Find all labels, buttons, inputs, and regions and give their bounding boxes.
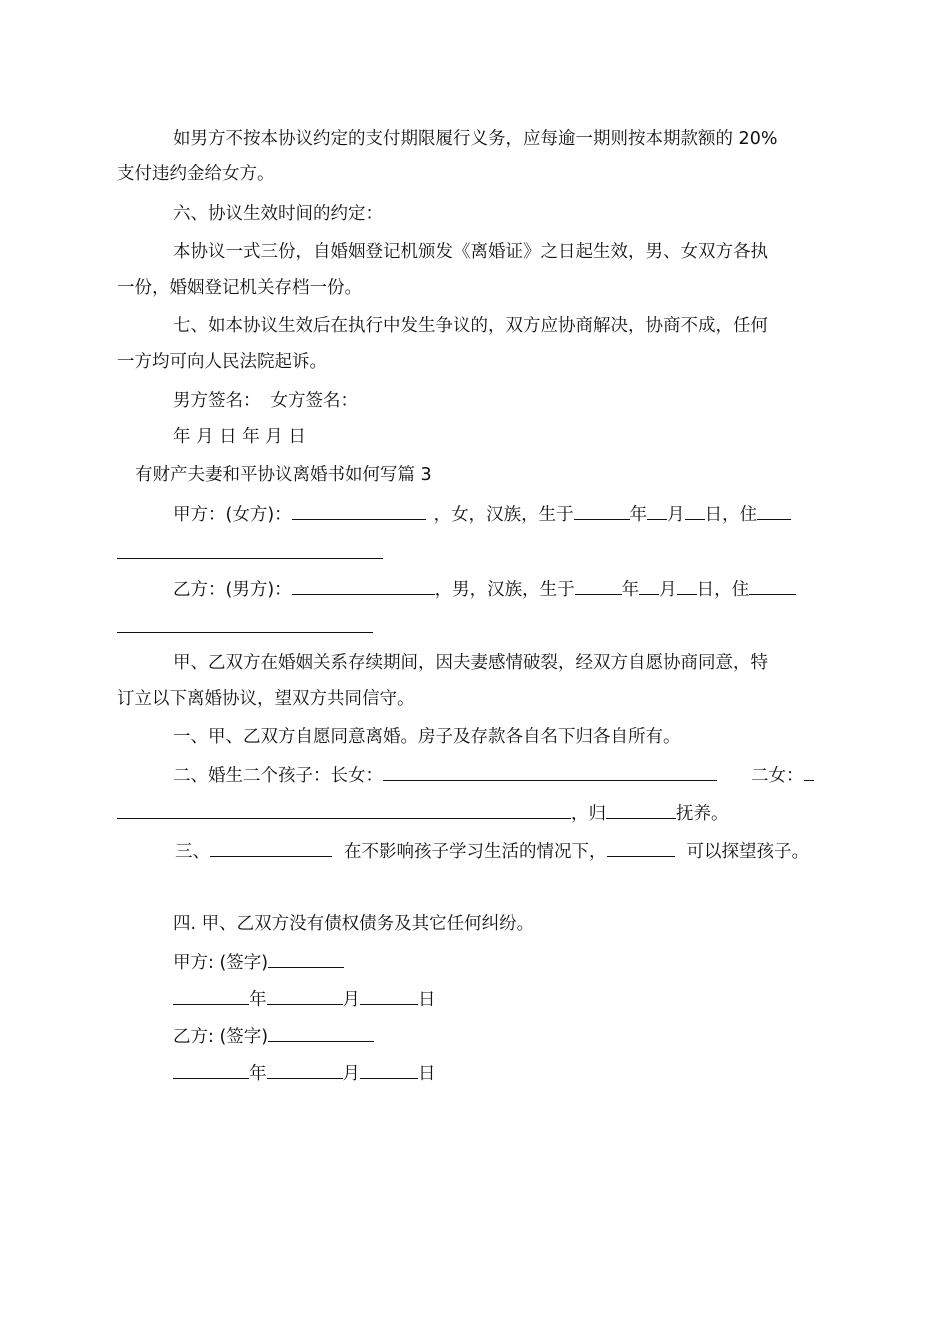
party-b-signature-line (173, 1023, 374, 1049)
party-a-day-live-label: 日，住 (704, 505, 758, 525)
party-b-address-blank[interactable] (749, 576, 796, 595)
party-a-address-blank-2[interactable] (117, 540, 383, 559)
party-b-sign-month-blank[interactable] (267, 1060, 343, 1079)
party-a-sign-month-blank[interactable] (267, 986, 343, 1005)
party-a-sign-day-blank[interactable] (360, 986, 418, 1005)
intro-line-2: 订立以下离婚协议，望双方共同信守。 (117, 689, 415, 709)
item-3-visit: 可以探望孩子。 (686, 842, 809, 862)
article-title: 有财产夫妻和平协议离婚书如何写篇 3 (135, 465, 432, 485)
party-b-sign-month: 月 (342, 1064, 360, 1084)
party-a-name-blank[interactable] (292, 501, 426, 520)
item-2-line-1 (173, 762, 814, 788)
party-a-month-blank[interactable] (647, 501, 667, 520)
item-3-condition: 在不影响孩子学习生活的情况下， (344, 842, 607, 862)
party-b-month-blank[interactable] (639, 576, 659, 595)
party-b-day-blank[interactable] (677, 576, 697, 595)
party-a-day-blank[interactable] (685, 501, 705, 520)
party-a-line (173, 501, 791, 527)
custody-blank[interactable] (606, 800, 676, 819)
item-1: 一、甲、乙双方自愿同意离婚。房子及存款各自名下归各自所有。 (173, 727, 681, 747)
party-b-info: ，男，汉族，生于 (434, 580, 575, 600)
item-3-label: 三、 (175, 842, 210, 862)
male-signature-label: 男方签名： (173, 391, 261, 411)
item-2-label: 二、婚生二个孩子：长女： (173, 766, 383, 786)
party-b-line (173, 576, 796, 602)
party-b-signature-label: 乙方: (签字) (173, 1027, 269, 1047)
party-a-signature-blank[interactable] (268, 949, 344, 968)
party-a-signature-line (173, 949, 344, 975)
paragraph-penalty-line-2: 支付违约金给女方。 (117, 164, 275, 184)
elder-daughter-blank[interactable] (383, 762, 717, 781)
party-b-date-line (173, 1060, 436, 1086)
party-b-address-blank-2[interactable] (117, 614, 373, 633)
upbringing-label: 抚养。 (676, 804, 729, 824)
party-a-sign-year: 年 (249, 990, 267, 1010)
party-a-year-label: 年 (629, 505, 648, 525)
section-7-line-2: 一方均可向人民法院起诉。 (117, 352, 327, 372)
party-a-signature-label: 甲方: (签字) (173, 953, 269, 973)
party-a-address-continuation (117, 540, 383, 566)
party-a-info: ，女，汉族，生于 (433, 505, 574, 525)
party-a-date-line (173, 986, 436, 1012)
party-a-sign-day: 日 (418, 990, 436, 1010)
party-b-sign-day: 日 (418, 1064, 436, 1084)
item-3 (175, 838, 809, 864)
signature-date-line: 年 月 日 年 月 日 (173, 427, 306, 447)
paragraph-penalty-line-1: 如男方不按本协议约定的支付期限履行义务，应每逾一期则按本期款额的 20% (173, 129, 778, 149)
section-7-line-1: 七、如本协议生效后在执行中发生争议的，双方应协商解决，协商不成，任何 (173, 316, 768, 336)
intro-line-1: 甲、乙双方在婚姻关系存续期间，因夫妻感情破裂，经双方自愿协商同意，特 (173, 653, 768, 673)
section-6-heading: 六、协议生效时间的约定： (173, 204, 383, 224)
party-b-signature-blank[interactable] (268, 1023, 374, 1042)
female-signature-label: 女方签名： (270, 391, 358, 411)
second-daughter-blank-2[interactable] (117, 800, 571, 819)
party-b-address-continuation (117, 614, 373, 640)
party-a-year-blank[interactable] (574, 501, 630, 520)
party-a-sign-month: 月 (342, 990, 360, 1010)
visit-frequency-blank[interactable] (607, 838, 675, 857)
party-b-sign-year: 年 (249, 1064, 267, 1084)
party-b-day-live-label: 日，住 (696, 580, 750, 600)
section-6-line-1: 本协议一式三份，自婚姻登记机颁发《离婚证》之日起生效，男、女双方各执 (173, 242, 768, 262)
party-b-month-label: 月 (659, 580, 677, 600)
second-daughter-label: 二女： (751, 766, 804, 786)
second-daughter-blank[interactable] (804, 762, 814, 781)
party-b-sign-year-blank[interactable] (173, 1060, 249, 1079)
party-b-year-label: 年 (621, 580, 640, 600)
party-a-sign-year-blank[interactable] (173, 986, 249, 1005)
signature-labels (173, 389, 358, 413)
party-b-name-blank[interactable] (292, 576, 435, 595)
party-b-year-blank[interactable] (575, 576, 622, 595)
party-a-label: 甲方：(女方)： (173, 505, 292, 525)
section-6-line-2: 一份，婚姻登记机关存档一份。 (117, 278, 362, 298)
visitor-blank[interactable] (210, 838, 332, 857)
custody-label: ，归 (571, 804, 606, 824)
party-a-month-label: 月 (667, 505, 685, 525)
party-a-address-blank[interactable] (757, 501, 791, 520)
item-4: 四. 甲、乙双方没有债权债务及其它任何纠纷。 (173, 914, 535, 934)
party-b-label: 乙方：(男方)： (173, 580, 292, 600)
party-b-sign-day-blank[interactable] (360, 1060, 418, 1079)
item-2-line-2 (117, 800, 729, 826)
